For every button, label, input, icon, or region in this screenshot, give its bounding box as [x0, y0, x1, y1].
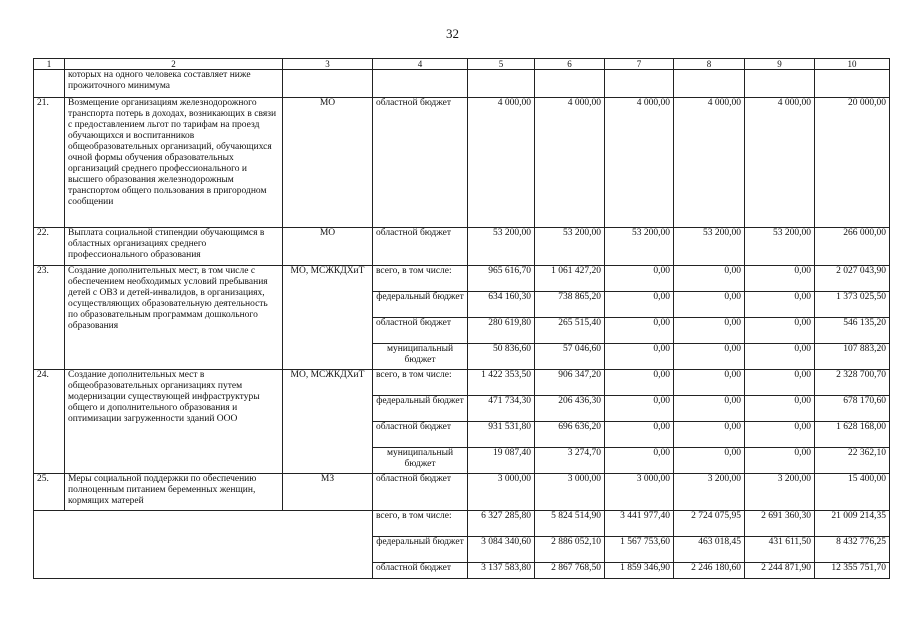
amount-cell: 1 422 353,50 — [468, 370, 535, 396]
amount-cell: 0,00 — [674, 370, 745, 396]
amount-cell: 53 200,00 — [674, 228, 745, 266]
amount-cell: 0,00 — [745, 448, 815, 474]
page-number: 32 — [446, 26, 459, 41]
amount-cell: 0,00 — [674, 266, 745, 292]
column-header: 10 — [815, 59, 890, 70]
funding-source: всего, в том числе: — [373, 511, 468, 537]
amount-cell: 0,00 — [745, 396, 815, 422]
amount-cell: 463 018,45 — [674, 537, 745, 563]
amount-cell: 2 328 700,70 — [815, 370, 890, 396]
amount-cell: 4 000,00 — [535, 98, 605, 228]
amount-cell: 57 046,60 — [535, 344, 605, 370]
row-number: 22. — [34, 228, 65, 266]
funding-source: областной бюджет — [373, 228, 468, 266]
table-row — [34, 266, 890, 292]
amount-cell: 738 865,20 — [535, 292, 605, 318]
executor: МО — [283, 98, 373, 228]
amount-cell: 20 000,00 — [815, 98, 890, 228]
amount-cell: 2 691 360,30 — [745, 511, 815, 537]
amount-cell: 0,00 — [674, 318, 745, 344]
executor: МО, МСЖКДХиТ — [283, 370, 373, 474]
amount-cell: 0,00 — [605, 396, 674, 422]
amount-cell: 15 400,00 — [815, 474, 890, 511]
amount-cell: 0,00 — [674, 292, 745, 318]
amount-cell: 0,00 — [745, 422, 815, 448]
amount-cell: 0,00 — [605, 318, 674, 344]
amount-cell: 931 531,80 — [468, 422, 535, 448]
funding-source: областной бюджет — [373, 318, 468, 344]
amount-cell: 965 616,70 — [468, 266, 535, 292]
row-number: 25. — [34, 474, 65, 511]
funding-source: областной бюджет — [373, 422, 468, 448]
row-number: 21. — [34, 98, 65, 228]
amount-cell: 8 432 776,25 — [815, 537, 890, 563]
amount-cell: 0,00 — [745, 370, 815, 396]
amount-cell: 3 274,70 — [535, 448, 605, 474]
amount-cell: 634 160,30 — [468, 292, 535, 318]
executor: МО, МСЖКДХиТ — [283, 266, 373, 370]
measure-description: Создание дополнительных мест, в том числе с обеспечением необходимых условий пребывания детей с ОВЗ и детей-инвалидов, в организациях, осуществляющих образовательную деятельность по образовательным программам дошкольного образования — [65, 266, 283, 370]
funding-source: всего, в том числе: — [373, 370, 468, 396]
row-number: 23. — [34, 266, 65, 370]
amount-cell: 53 200,00 — [468, 228, 535, 266]
amount-cell: 906 347,20 — [535, 370, 605, 396]
amount-cell: 0,00 — [745, 292, 815, 318]
table-row — [34, 70, 890, 98]
amount-cell: 22 362,10 — [815, 448, 890, 474]
funding-source: федеральный бюджет — [376, 396, 464, 406]
amount-cell: 2 886 052,10 — [535, 537, 605, 563]
amount-cell: 1 859 346,90 — [605, 563, 674, 579]
column-header: 1 — [34, 59, 65, 70]
funding-source: областной бюджет — [373, 98, 468, 228]
amount-cell: 266 000,00 — [815, 228, 890, 266]
amount-cell: 4 000,00 — [468, 98, 535, 228]
column-header: 6 — [535, 59, 605, 70]
amount-cell: 0,00 — [745, 318, 815, 344]
column-header: 3 — [283, 59, 373, 70]
row-number: 24. — [34, 370, 65, 474]
amount-cell: 3 441 977,40 — [605, 511, 674, 537]
column-header: 8 — [674, 59, 745, 70]
amount-cell: 53 200,00 — [535, 228, 605, 266]
funding-source: муниципальный бюджет — [386, 344, 454, 365]
amount-cell: 4 000,00 — [605, 98, 674, 228]
funding-source: областной бюджет — [373, 474, 468, 511]
amount-cell: 4 000,00 — [674, 98, 745, 228]
funding-source: федеральный бюджет — [376, 537, 464, 547]
amount-cell: 107 883,20 — [815, 344, 890, 370]
column-header: 5 — [468, 59, 535, 70]
amount-cell: 0,00 — [605, 344, 674, 370]
amount-cell: 2 027 043,90 — [815, 266, 890, 292]
table-row — [34, 474, 890, 511]
amount-cell: 0,00 — [745, 344, 815, 370]
totals-row — [34, 511, 890, 537]
amount-cell: 1 567 753,60 — [605, 537, 674, 563]
amount-cell: 3 084 340,60 — [468, 537, 535, 563]
column-number-row — [34, 59, 890, 70]
table-row — [34, 98, 890, 228]
column-header: 4 — [373, 59, 468, 70]
amount-cell: 53 200,00 — [745, 228, 815, 266]
amount-cell: 2 724 075,95 — [674, 511, 745, 537]
amount-cell: 3 200,00 — [745, 474, 815, 511]
amount-cell: 6 327 285,80 — [468, 511, 535, 537]
amount-cell: 5 824 514,90 — [535, 511, 605, 537]
amount-cell: 3 000,00 — [535, 474, 605, 511]
table-row — [34, 370, 890, 396]
measure-description: которых на одного человека составляет ниже прожиточного минимума — [65, 70, 283, 98]
measure-description: Меры социальной поддержки по обеспечению полноценным питанием беременных женщин, кормящих матерей — [65, 474, 283, 511]
amount-cell: 0,00 — [674, 422, 745, 448]
funding-source: областной бюджет — [373, 563, 468, 579]
amount-cell: 3 000,00 — [468, 474, 535, 511]
amount-cell: 0,00 — [605, 292, 674, 318]
amount-cell: 206 436,30 — [535, 396, 605, 422]
amount-cell: 0,00 — [605, 448, 674, 474]
amount-cell: 0,00 — [605, 266, 674, 292]
column-header: 2 — [65, 59, 283, 70]
measure-description: Возмещение организациям железнодорожного транспорта потерь в доходах, возникающих в связи с предоставлением льгот по тарифам на проезд обучающихся и воспитанников общеобразовательных организаций, обучающихся очной формы обучения образовательных организаций среднего профессионального и высшего образования железнодорожным транспортом общего пользования в пригородном сообщении — [65, 98, 283, 228]
amount-cell: 21 009 214,35 — [815, 511, 890, 537]
amount-cell: 0,00 — [745, 266, 815, 292]
amount-cell: 0,00 — [605, 370, 674, 396]
amount-cell: 0,00 — [674, 396, 745, 422]
amount-cell: 4 000,00 — [745, 98, 815, 228]
amount-cell: 471 734,30 — [468, 396, 535, 422]
amount-cell: 431 611,50 — [745, 537, 815, 563]
amount-cell: 1 373 025,50 — [815, 292, 890, 318]
column-header: 7 — [605, 59, 674, 70]
funding-source: всего, в том числе: — [373, 266, 468, 292]
measure-description: Создание дополнительных мест в общеобразовательных организациях путем модернизации существующей инфраструктуры общего и дополнительного образования и оптимизации загруженности зданий ООО — [65, 370, 283, 474]
executor: МЗ — [283, 474, 373, 511]
amount-cell: 1 061 427,20 — [535, 266, 605, 292]
amount-cell: 3 000,00 — [605, 474, 674, 511]
amount-cell: 696 636,20 — [535, 422, 605, 448]
amount-cell: 2 867 768,50 — [535, 563, 605, 579]
amount-cell: 53 200,00 — [605, 228, 674, 266]
amount-cell: 678 170,60 — [815, 396, 890, 422]
amount-cell: 1 628 168,00 — [815, 422, 890, 448]
amount-cell: 265 515,40 — [535, 318, 605, 344]
budget-table — [33, 58, 890, 579]
funding-source: муниципальный бюджет — [386, 448, 454, 469]
amount-cell: 280 619,80 — [468, 318, 535, 344]
amount-cell: 50 836,60 — [468, 344, 535, 370]
totals-label-cell — [34, 511, 373, 579]
amount-cell: 0,00 — [605, 422, 674, 448]
amount-cell: 19 087,40 — [468, 448, 535, 474]
executor: МО — [283, 228, 373, 266]
measure-description: Выплата социальной стипендии обучающимся в областных организациях среднего профессионального образования — [65, 228, 283, 266]
amount-cell: 2 244 871,90 — [745, 563, 815, 579]
amount-cell: 0,00 — [674, 448, 745, 474]
amount-cell: 0,00 — [674, 344, 745, 370]
table-row — [34, 228, 890, 266]
amount-cell: 3 200,00 — [674, 474, 745, 511]
amount-cell: 3 137 583,80 — [468, 563, 535, 579]
amount-cell: 2 246 180,60 — [674, 563, 745, 579]
column-header: 9 — [745, 59, 815, 70]
funding-source: федеральный бюджет — [376, 292, 464, 302]
amount-cell: 12 355 751,70 — [815, 563, 890, 579]
amount-cell: 546 135,20 — [815, 318, 890, 344]
